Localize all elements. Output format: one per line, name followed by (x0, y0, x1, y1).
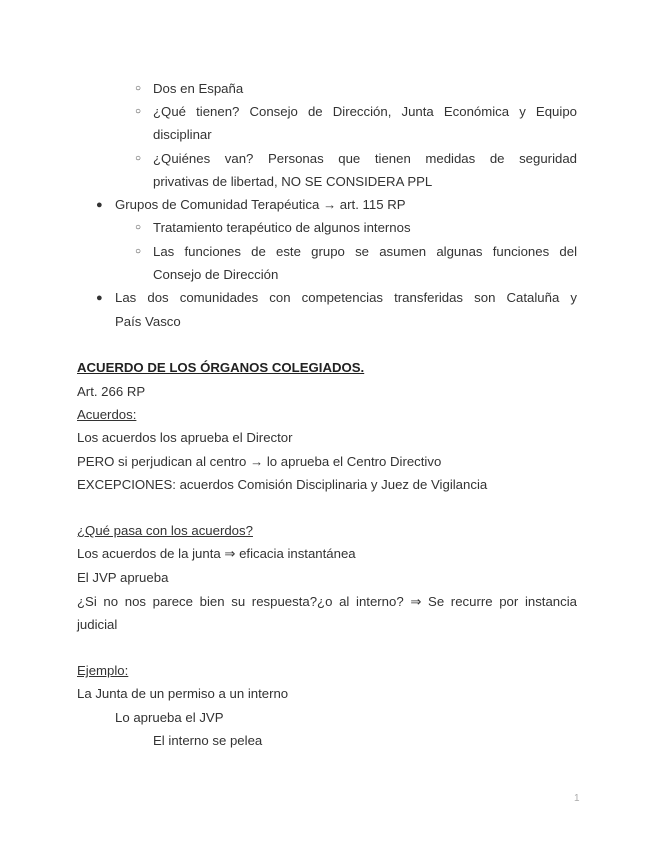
subheading-acuerdos: Acuerdos: (77, 407, 137, 422)
paragraph-continuation: judicial (77, 617, 118, 632)
paragraph: EXCEPCIONES: acuerdos Comisión Disciplinaria y Juez de Vigilancia (77, 477, 488, 492)
paragraph: Los acuerdos los aprueba el Director (77, 430, 293, 445)
paragraph: PERO si perjudican al centro → lo aprueba el Centro Directivo (77, 454, 442, 469)
list-item: Las funciones de este grupo se asumen algunas funciones del (153, 244, 577, 259)
paragraph: ¿Si no nos parece bien su respuesta?¿o al interno? ⇒ Se recurre por instancia (77, 594, 577, 609)
hollow-bullet-icon: ○ (135, 153, 142, 164)
list-item-continuation: privativas de libertad, NO SE CONSIDERA PPL (153, 174, 433, 189)
paragraph: El JVP aprueba (77, 570, 169, 585)
example-line-indented: Lo aprueba el JVP (115, 710, 224, 725)
list-item: Dos en España (153, 81, 244, 96)
example-line: La Junta de un permiso a un interno (77, 686, 289, 701)
list-item: Grupos de Comunidad Terapéutica → art. 115 RP (115, 197, 406, 212)
list-item-continuation: País Vasco (115, 314, 181, 329)
hollow-bullet-icon: ○ (135, 246, 142, 257)
list-item: ¿Qué tienen? Consejo de Dirección, Junta Económica y Equipo (153, 104, 577, 119)
subheading-question: ¿Qué pasa con los acuerdos? (77, 523, 253, 538)
page-number: 1 (574, 793, 580, 804)
article-reference: Art. 266 RP (77, 384, 146, 399)
hollow-bullet-icon: ○ (135, 106, 142, 117)
hollow-bullet-icon: ○ (135, 83, 142, 94)
list-item: ¿Quiénes van? Personas que tienen medidas de seguridad (153, 151, 577, 166)
list-item: Las dos comunidades con competencias transferidas son Cataluña y (115, 290, 577, 305)
filled-bullet-icon: ● (96, 199, 103, 211)
list-item-continuation: disciplinar (153, 127, 212, 142)
list-item-continuation: Consejo de Dirección (153, 267, 279, 282)
filled-bullet-icon: ● (96, 292, 103, 304)
subheading-example: Ejemplo: (77, 663, 129, 678)
hollow-bullet-icon: ○ (135, 222, 142, 233)
paragraph: Los acuerdos de la junta ⇒ eficacia instantánea (77, 546, 356, 561)
section-heading: ACUERDO DE LOS ÓRGANOS COLEGIADOS. (77, 360, 365, 375)
list-item: Tratamiento terapéutico de algunos internos (153, 220, 411, 235)
example-line-indented-2: El interno se pelea (153, 733, 263, 748)
